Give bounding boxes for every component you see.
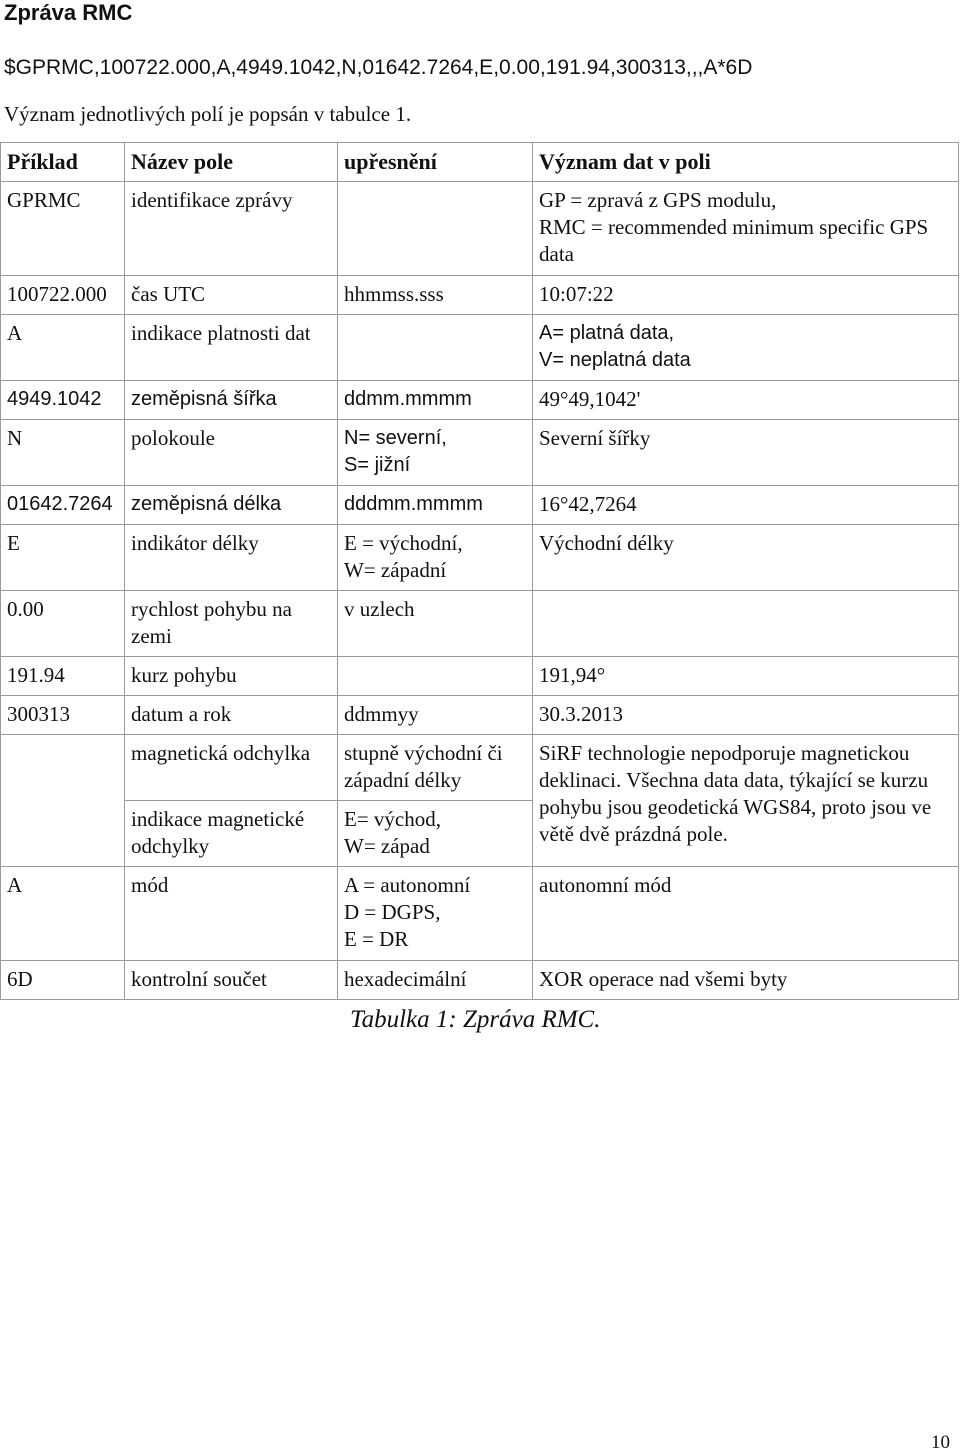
nmea-sentence: $GPRMC,100722.000,A,4949.1042,N,01642.7264,E,0.00,191.94,300313,,,A*6D [4,56,753,79]
cell-example: 191.94 [1,657,125,696]
meaning-line: GP = zpravá z GPS modulu, [539,188,777,212]
intro-text: Význam jednotlivých polí je popsán v tabulce 1. [4,102,412,126]
meaning-line: V= neplatná data [539,349,691,371]
table-row [1,315,959,381]
cell-field-name: rychlost pohybu na zemi [125,591,338,657]
header-meaning: Význam dat v poli [533,143,959,182]
cell-field-name: indikace platnosti dat [125,315,338,381]
cell-meaning: XOR operace nad všemi byty [533,961,959,1000]
cell-example: 4949.1042 [1,381,125,420]
header-example: Příklad [1,143,125,182]
spec-line: W= západ [344,834,430,858]
spec-line: D = DGPS, [344,900,441,924]
table-row [1,735,959,801]
cell-specification: ddmm.mmmm [338,381,533,420]
cell-field-name: identifikace zprávy [125,182,338,276]
cell-specification [338,420,533,486]
meaning-line: A= platná data, [539,322,675,344]
cell-specification: stupně východní či západní délky [338,735,533,801]
spec-line: W= západní [344,558,447,582]
cell-specification [338,182,533,276]
table-row [1,276,959,315]
cell-meaning [533,182,959,276]
header-specification: upřesnění [338,143,533,182]
cell-specification: dddmm.mmmm [338,486,533,525]
table-row [1,696,959,735]
cell-example: 0.00 [1,591,125,657]
cell-field-name: polokoule [125,420,338,486]
table-row [1,961,959,1000]
spec-line: A = autonomní [344,873,471,897]
cell-specification [338,315,533,381]
cell-example: 100722.000 [1,276,125,315]
spec-line: E = východní, [344,531,463,555]
cell-example: GPRMC [1,182,125,276]
spec-line: E = DR [344,927,409,951]
table-row [1,420,959,486]
cell-meaning: 30.3.2013 [533,696,959,735]
table-header-row [1,143,959,182]
cell-specification: v uzlech [338,591,533,657]
cell-meaning: 49°49,1042' [533,381,959,420]
meaning-line: RMC = recommended minimum specific GPS data [539,215,929,266]
header-field-name: Název pole [125,143,338,182]
cell-specification: hhmmss.sss [338,276,533,315]
cell-field-name: čas UTC [125,276,338,315]
cell-meaning: SiRF technologie nepodporuje magnetickou deklinaci. Všechna data data, týkající se kurzu pohybu jsou geodetická WGS84, proto jsou ve větě dvě prázdná pole. [533,735,959,867]
table-row [1,525,959,591]
cell-field-name: indikace magnetické odchylky [125,801,338,867]
cell-meaning: Východní délky [533,525,959,591]
cell-specification [338,525,533,591]
cell-field-name: kontrolní součet [125,961,338,1000]
cell-meaning: 10:07:22 [533,276,959,315]
cell-example: E [1,525,125,591]
table-row [1,657,959,696]
spec-line: S= jižní [344,454,411,476]
cell-meaning: 191,94° [533,657,959,696]
cell-specification [338,801,533,867]
cell-meaning [533,315,959,381]
rmc-fields-table [0,142,959,1000]
spec-line: E= východ, [344,807,441,831]
cell-example: A [1,867,125,961]
cell-specification: hexadecimální [338,961,533,1000]
cell-field-name: magnetická odchylka [125,735,338,801]
cell-example: A [1,315,125,381]
cell-meaning [533,591,959,657]
cell-field-name: zeměpisná délka [125,486,338,525]
table-row [1,867,959,961]
cell-field-name: mód [125,867,338,961]
cell-specification [338,657,533,696]
cell-example: 300313 [1,696,125,735]
cell-meaning: 16°42,7264 [533,486,959,525]
table-row [1,182,959,276]
table-row [1,591,959,657]
cell-specification: ddmmyy [338,696,533,735]
cell-example [1,735,125,867]
cell-example: 6D [1,961,125,1000]
table-row [1,486,959,525]
cell-meaning: autonomní mód [533,867,959,961]
cell-field-name: datum a rok [125,696,338,735]
table-row [1,381,959,420]
table-caption: Tabulka 1: Zpráva RMC. [350,1006,601,1033]
cell-example: 01642.7264 [1,486,125,525]
cell-field-name: kurz pohybu [125,657,338,696]
cell-field-name: zeměpisná šířka [125,381,338,420]
page-number: 10 [931,1432,950,1453]
spec-line: N= severní, [344,427,447,449]
cell-field-name: indikátor délky [125,525,338,591]
cell-meaning: Severní šířky [533,420,959,486]
page-heading: Zpráva RMC [4,0,133,25]
cell-example: N [1,420,125,486]
cell-specification [338,867,533,961]
